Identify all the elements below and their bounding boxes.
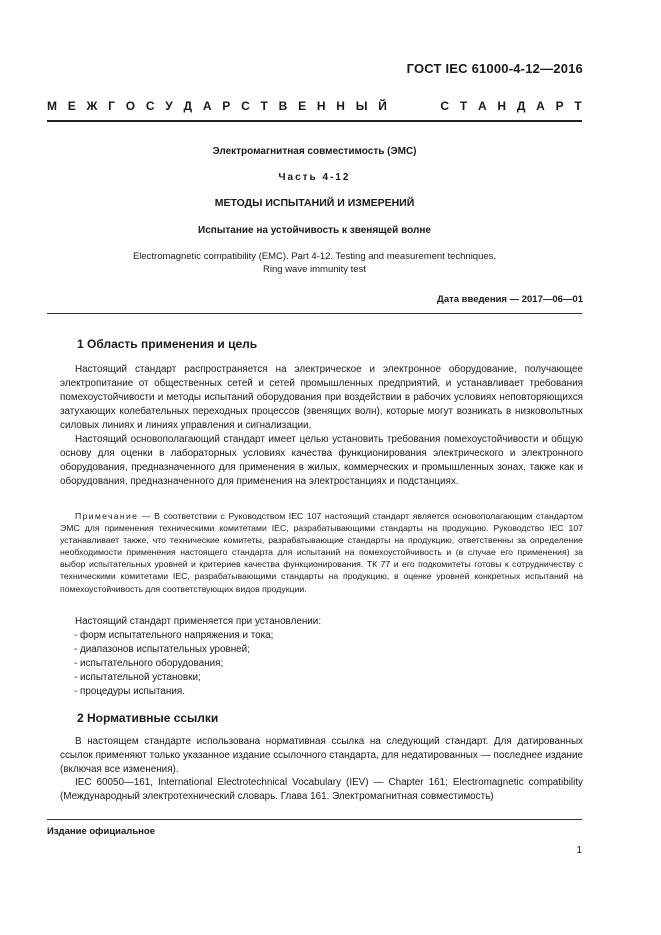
banner-letter: Е bbox=[67, 99, 76, 113]
banner-letter: М bbox=[47, 99, 57, 113]
date-of-introduction: Дата введения — 2017—06—01 bbox=[437, 294, 583, 305]
section-1-paragraph-2: Настоящий основополагающий стандарт имеет целью установить требования помехоустойчивости и общую основу для оценки в лабораторных условиях качества функционирования электрического и электронного оборудования, предназначенного для применения в жилых, коммерческих и промышленных зонах, также как и оборудования, предназначенного для применения на электростанциях и подстанциях. bbox=[60, 434, 583, 487]
english-title-line-1: Electromagnetic compatibility (EMC). Part 4-12. Testing and measurement techniques. bbox=[132, 251, 497, 262]
section-2-paragraph-2: IEC 60050—161, International Electrotechnical Vocabulary (IEV) — Chapter 161: Electromagnetic compatibility (Международный электротехнический словарь. Глава 161. Электромагнитная совместимость) bbox=[60, 777, 583, 802]
banner-letter: А bbox=[202, 99, 212, 113]
banner-letter: Д bbox=[183, 99, 193, 113]
banner-letter: Т bbox=[459, 99, 468, 113]
banner-letter: А bbox=[536, 99, 545, 113]
banner-letter: С bbox=[241, 99, 250, 113]
official-edition-label: Издание официальное bbox=[47, 826, 155, 837]
banner-word-gap bbox=[398, 99, 430, 113]
page-number: 1 bbox=[576, 845, 582, 856]
banner-letter: О bbox=[125, 99, 136, 113]
date-rule bbox=[47, 313, 582, 314]
list-item: - испытательного оборудования; bbox=[74, 657, 224, 669]
banner-letter: Р bbox=[555, 99, 564, 113]
methods-title: МЕТОДЫ ИСПЫТАНИЙ И ИЗМЕРЕНИЙ bbox=[214, 197, 415, 209]
banner-letter: Ы bbox=[355, 99, 368, 113]
section-1-note bbox=[60, 510, 583, 595]
banner-letter: Н bbox=[497, 99, 507, 113]
part-title: Часть 4-12 bbox=[278, 172, 351, 183]
subject-title: Испытание на устойчивость к звенящей волне bbox=[198, 225, 431, 236]
series-title: Электромагнитная совместимость (ЭМС) bbox=[212, 146, 417, 157]
note-text: — В соответствии с Руководством IEC 107 настоящий стандарт является основополагающим стандартом ЭМС для применения техническими комитетами IEC, разрабатывающими стандарты на продукцию. Руководство IEC 107 устанавливает также, что технические комитеты, разрабатывающие стандарты на продукцию, ответственны за определение необходимости применения настоящего стандарта для испытаний на помехоустойчивость и (в случае его применения) за выбор испытательных уровней и критериев качества функционирования. ТК 77 и его подкомитеты готовы к сотрудничеству с техническими комитетами IEC, разрабатывающими стандарты на продукцию, в оценке уровней конкретных испытаний на помехоустойчивость для соответствующих видов продукции. bbox=[60, 511, 583, 594]
banner-letter: Т bbox=[574, 99, 582, 113]
english-title-line-2: Ring wave immunity test bbox=[263, 264, 366, 275]
banner-letter: В bbox=[278, 99, 288, 113]
banner-letter: У bbox=[165, 99, 173, 113]
banner-letter: Е bbox=[298, 99, 307, 113]
section-1-paragraph-1: Настоящий стандарт распространяется на электрическое и электронное оборудование, получающее электропитание от общественных сетей и сетей промышленных предприятий, и устанавливает требования помехоустойчивости и методы испытаний оборудования при воздействии в рабочих условиях неповторяющихся затухающих колебательных переходных процессов (звенящих волн), которые могут возникать в низковольтных силовых линиях и линиях управления и сигнализации. bbox=[60, 364, 583, 431]
banner-letter: Р bbox=[222, 99, 231, 113]
section-1-heading: 1 Область применения и цель bbox=[77, 337, 258, 351]
banner-letter: Ж bbox=[86, 99, 98, 113]
section-1-paragraph-3: Настоящий стандарт применяется при установлении: bbox=[75, 616, 322, 627]
scope-list bbox=[74, 629, 273, 699]
banner-letter: С bbox=[440, 99, 450, 113]
list-item: - форм испытательного напряжения и тока; bbox=[74, 630, 274, 641]
list-item: - диапазонов испытательных уровней; bbox=[74, 643, 250, 655]
banner-letter: Н bbox=[336, 99, 345, 113]
list-item: - испытательной установки; bbox=[74, 671, 201, 683]
standard-code: ГОСТ IEC 61000-4-12—2016 bbox=[406, 61, 583, 76]
banner-letter: Д bbox=[516, 99, 526, 113]
banner-letter: А bbox=[477, 99, 487, 113]
banner-rule bbox=[47, 120, 582, 122]
banner-letter: Т bbox=[260, 99, 268, 113]
list-item: - процедуры испытания. bbox=[74, 685, 185, 697]
banner-letter: С bbox=[145, 99, 155, 113]
section-2-paragraph-1: В настоящем стандарте использована нормативная ссылка на следующий стандарт. Для датированных ссылок применяют только указанное издание ссылочного стандарта, для недатированных — последнее издание (включая все изменения). bbox=[60, 736, 583, 775]
banner-letter: Й bbox=[378, 99, 387, 113]
banner-letter: Г bbox=[108, 99, 115, 113]
interstate-standard-banner bbox=[47, 99, 582, 113]
note-label: Примечание bbox=[75, 511, 139, 521]
section-2-heading: 2 Нормативные ссылки bbox=[77, 711, 219, 725]
footer-rule bbox=[47, 819, 582, 820]
banner-letter: Н bbox=[316, 99, 326, 113]
